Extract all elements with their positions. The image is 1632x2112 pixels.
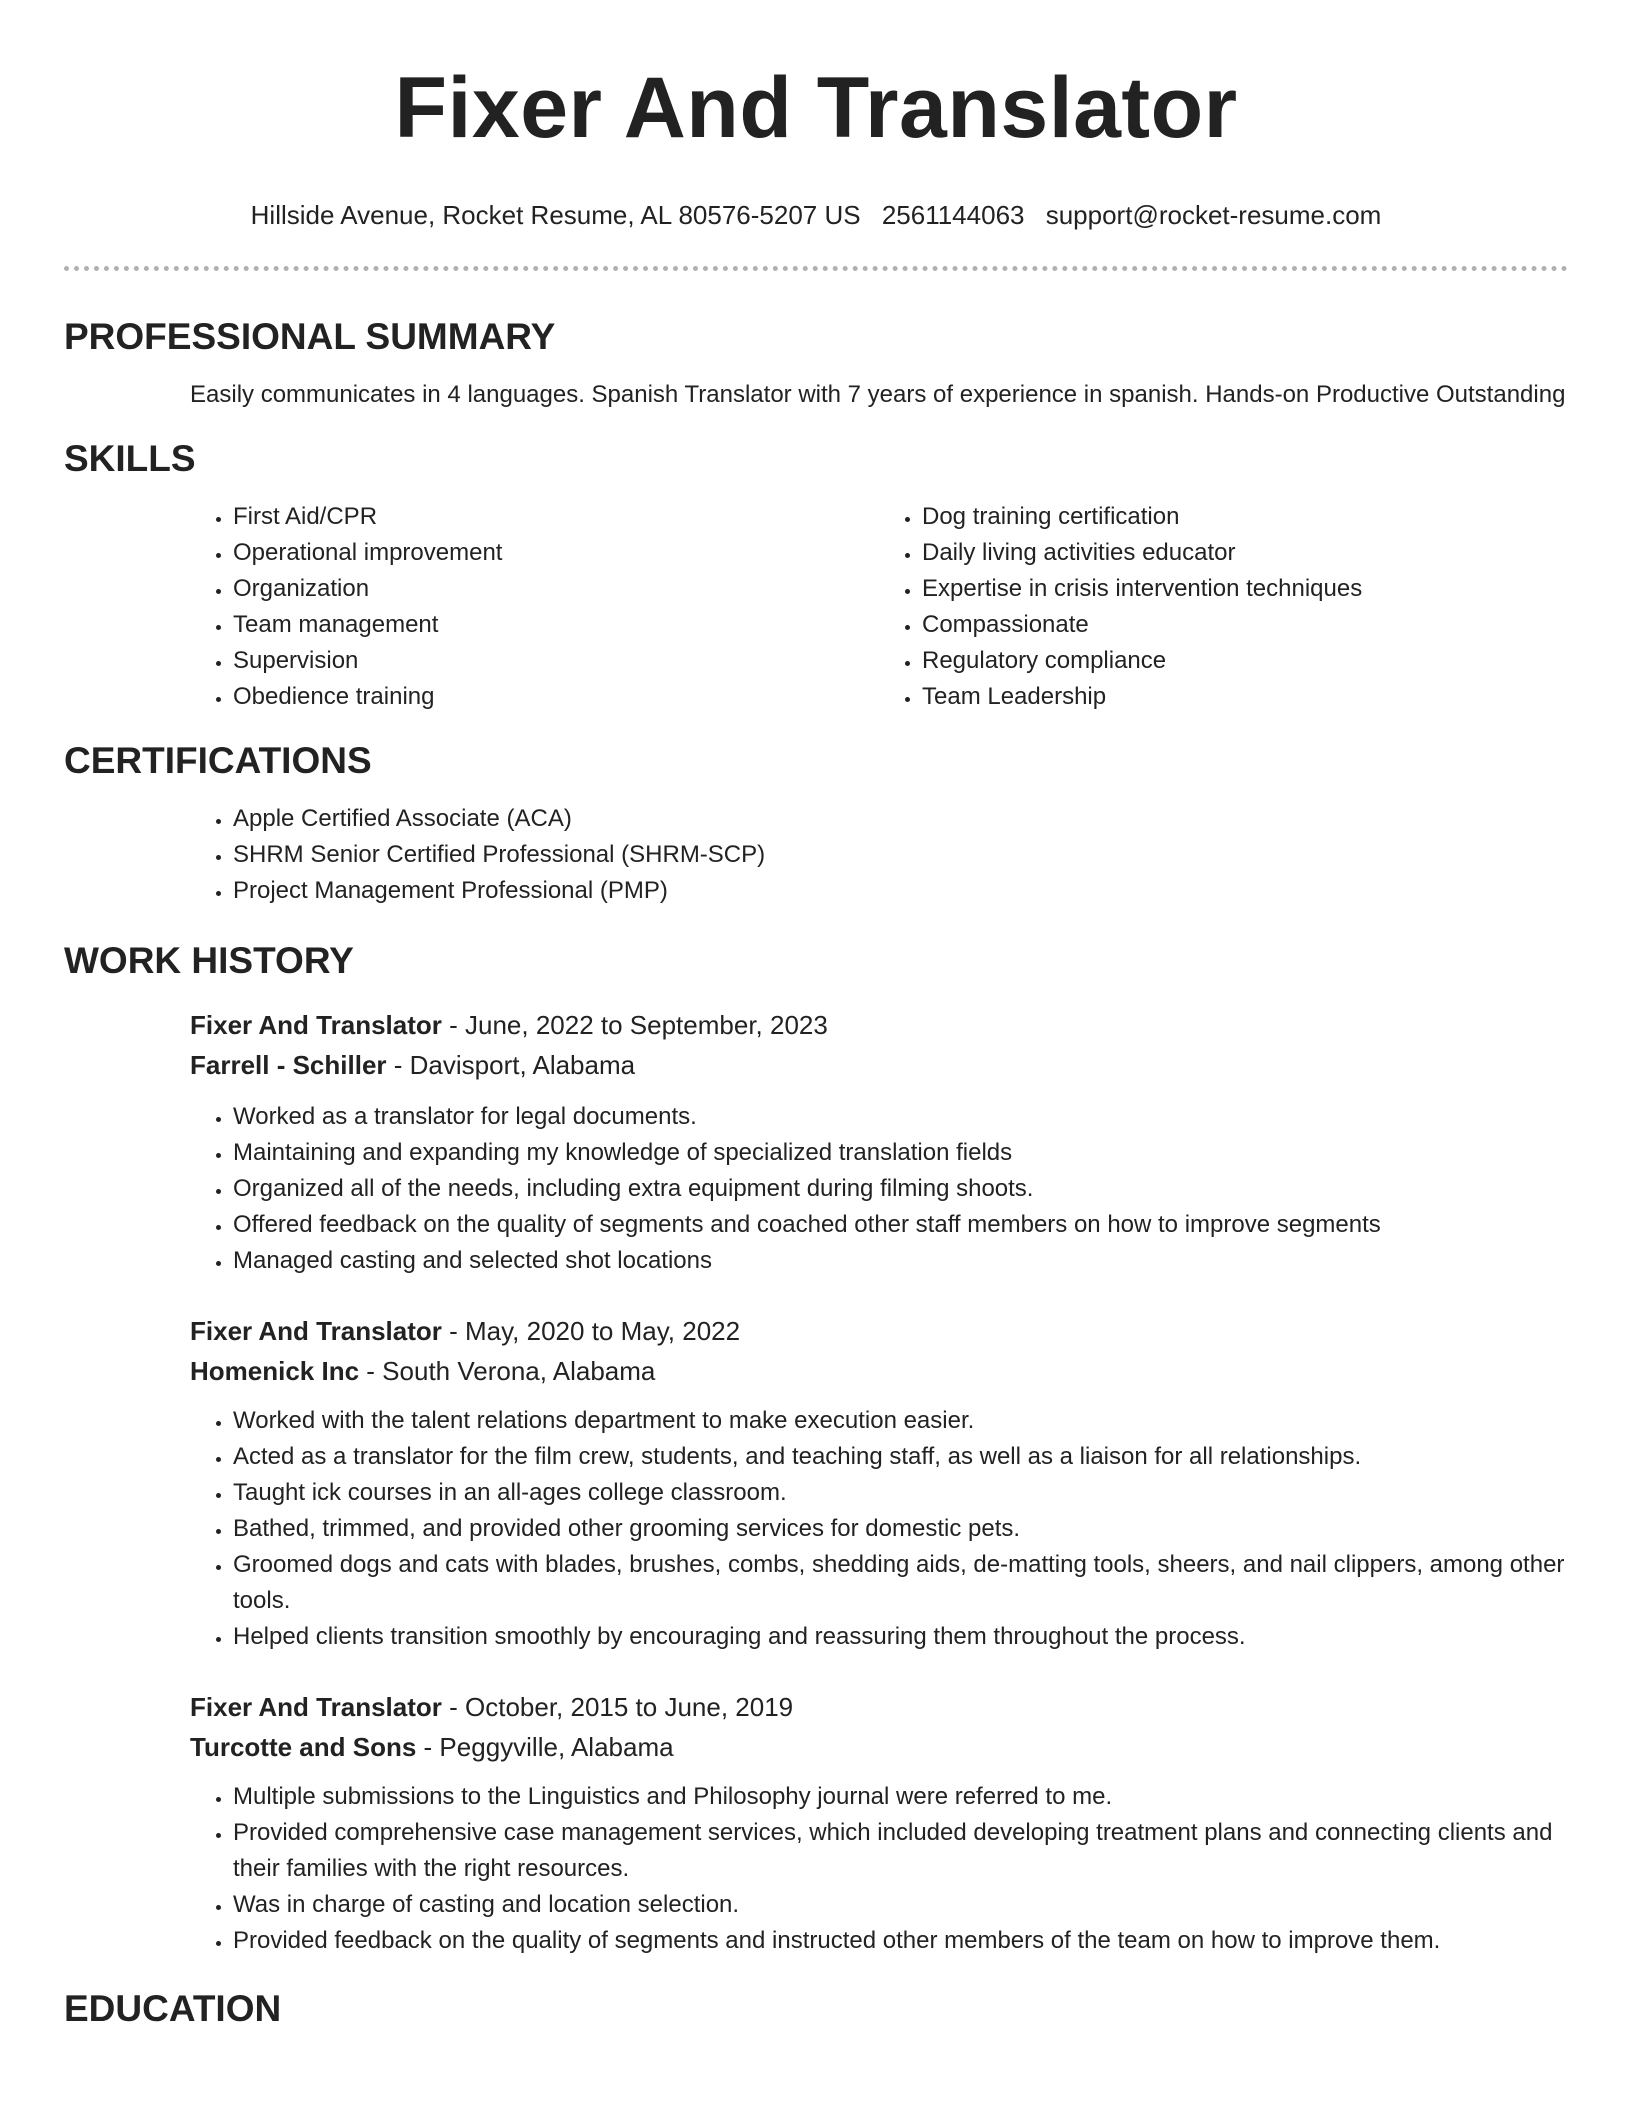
summary-text: Easily communicates in 4 languages. Spanish Translator with 7 years of experience in spanish. Hands-on Productive Outstanding — [190, 381, 1566, 408]
header-divider — [64, 266, 1568, 271]
job-company: Farrell - Schiller — [190, 1050, 387, 1080]
skill-item: • Dog training certification — [922, 499, 1568, 535]
summary-heading: PROFESSIONAL SUMMARY — [64, 316, 556, 357]
job-bullet: • Maintaining and expanding my knowledge of specialized translation fields — [233, 1135, 1568, 1171]
job-title-line — [190, 1311, 1568, 1351]
skills-list — [64, 499, 1568, 715]
education-heading: EDUCATION — [64, 1988, 282, 2029]
job-bullet: • Organized all of the needs, including extra equipment during filming shoots. — [233, 1171, 1568, 1207]
contact-line — [64, 198, 1568, 232]
job-location: - South Verona, Alabama — [366, 1356, 656, 1386]
certification-item: • Apple Certified Associate (ACA) — [233, 801, 1568, 837]
job-company-line — [190, 1045, 1568, 1085]
job-bullets — [190, 1403, 1568, 1655]
skill-item: • Compassionate — [922, 607, 1568, 643]
contact-email: support@rocket-resume.com — [1045, 200, 1382, 230]
resume-name: Fixer And Translator — [394, 60, 1238, 156]
job-bullets — [190, 1099, 1568, 1279]
job-bullet: • Provided feedback on the quality of segments and instructed other members of the team on how to improve them. — [233, 1923, 1568, 1959]
job-bullet: • Managed casting and selected shot locations — [233, 1243, 1568, 1279]
job-bullet: • Multiple submissions to the Linguistics and Philosophy journal were referred to me. — [233, 1779, 1568, 1815]
job-location: - Davisport, Alabama — [393, 1050, 636, 1080]
job-bullet: • Offered feedback on the quality of segments and coached other staff members on how to improve segments — [233, 1207, 1568, 1243]
job-bullet: • Worked as a translator for legal documents. — [233, 1099, 1568, 1135]
skill-item: • Obedience training — [233, 679, 879, 715]
job-bullet: • Groomed dogs and cats with blades, brushes, combs, shedding aids, de-matting tools, sheers, and nail clippers, among other tools. — [233, 1547, 1568, 1619]
job-bullet: • Provided comprehensive case management services, which included developing treatment plans and connecting clients and their families with the right resources. — [233, 1815, 1568, 1887]
skills-column-right — [879, 499, 1568, 715]
job-bullet: • Was in charge of casting and location selection. — [233, 1887, 1568, 1923]
contact-phone: 2561144063 — [881, 200, 1025, 230]
skill-item: • Supervision — [233, 643, 879, 679]
job-role: Fixer And Translator — [190, 1316, 442, 1346]
skill-item: • Expertise in crisis intervention techniques — [922, 571, 1568, 607]
job-bullet: • Helped clients transition smoothly by encouraging and reassuring them throughout the process. — [233, 1619, 1568, 1655]
certification-item: • SHRM Senior Certified Professional (SHRM-SCP) — [233, 837, 1568, 873]
certification-item: • Project Management Professional (PMP) — [233, 873, 1568, 909]
job-title-line — [190, 1005, 1568, 1045]
job-role: Fixer And Translator — [190, 1692, 442, 1722]
skill-item: • Team Leadership — [922, 679, 1568, 715]
job-bullet: • Bathed, trimmed, and provided other grooming services for domestic pets. — [233, 1511, 1568, 1547]
certifications-heading: CERTIFICATIONS — [64, 740, 372, 781]
job-entry — [64, 1005, 1568, 1279]
skill-item: • Regulatory compliance — [922, 643, 1568, 679]
work-history-heading: WORK HISTORY — [64, 940, 354, 981]
skill-item: • Daily living activities educator — [922, 535, 1568, 571]
job-dates: - June, 2022 to September, 2023 — [449, 1010, 828, 1040]
job-company: Homenick Inc — [190, 1356, 360, 1386]
certifications-list — [64, 801, 1568, 909]
job-entry — [64, 1311, 1568, 1655]
job-company-line — [190, 1351, 1568, 1391]
job-bullet: • Acted as a translator for the film crew, students, and teaching staff, as well as a liaison for all relationships. — [233, 1439, 1568, 1475]
job-entry — [64, 1687, 1568, 1959]
job-company-line — [190, 1727, 1568, 1767]
job-bullet: • Worked with the talent relations department to make execution easier. — [233, 1403, 1568, 1439]
contact-address: Hillside Avenue, Rocket Resume, AL 80576-5207 US — [250, 200, 861, 230]
skill-item: • Organization — [233, 571, 879, 607]
job-dates: - October, 2015 to June, 2019 — [449, 1692, 794, 1722]
job-role: Fixer And Translator — [190, 1010, 442, 1040]
skill-item: • Operational improvement — [233, 535, 879, 571]
job-company: Turcotte and Sons — [190, 1732, 417, 1762]
skill-item: • First Aid/CPR — [233, 499, 879, 535]
skills-column-left — [190, 499, 879, 715]
job-location: - Peggyville, Alabama — [423, 1732, 674, 1762]
skills-heading: SKILLS — [64, 438, 196, 479]
job-bullets — [190, 1779, 1568, 1959]
skill-item: • Team management — [233, 607, 879, 643]
job-bullet: • Taught ick courses in an all-ages college classroom. — [233, 1475, 1568, 1511]
job-dates: - May, 2020 to May, 2022 — [449, 1316, 741, 1346]
job-title-line — [190, 1687, 1568, 1727]
